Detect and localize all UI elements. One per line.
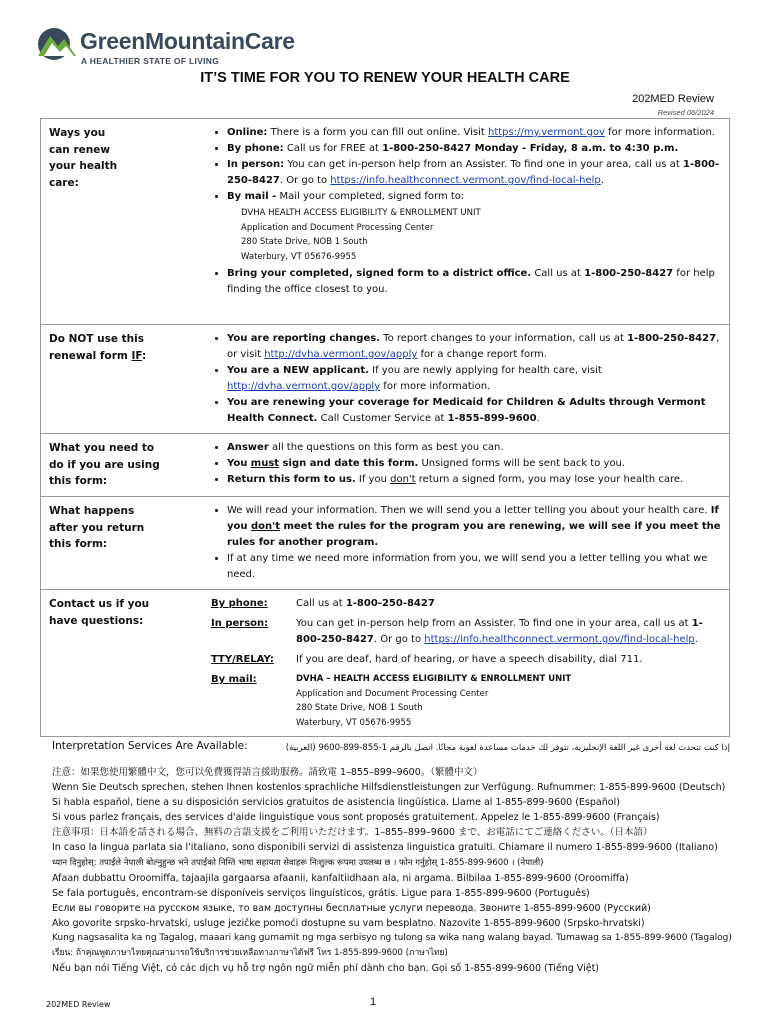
list-item: • By phone: Call us for FREE at 1-800-250-8427 Monday - Friday, 8 a.m. to 4:30 p.m. [227,141,723,157]
page-title: IT’S TIME FOR YOU TO RENEW YOUR HEALTH CARE [200,70,570,86]
contact-value: Call us at 1-800-250-8427 [296,598,435,609]
row-label: What happens after you return this form: [49,505,145,550]
dvha-apply-link[interactable]: http://dvha.vermont.gov/apply [264,349,418,360]
list-item: • You are reporting changes. To report changes to your information, call us at 1-800-250-8427, or visit http://dvha.vermont.gov/apply for a change report form. [227,331,723,363]
row-label: Contact us if you have questions: [49,598,150,627]
row-label: What you need to do if you are using this form: [49,442,160,487]
language-line: Nếu bạn nói Tiếng Việt, có các dịch vụ hỗ trợ ngôn ngữ miễn phí dành cho bạn. Gọi số 1-855-899-9600 (Tiếng Việt) [52,963,600,975]
mountain-logo-icon [34,26,78,62]
row-what-happens [41,497,730,590]
find-local-help-link[interactable]: https://info.healthconnect.vermont.gov/find-local-help [330,175,601,186]
list-item: • You must sign and date this form. Unsigned forms will be sent back to you. [227,456,723,472]
contact-value: You can get in-person help from an Assister. To find one in your area, call us at 1-800-250-8427. Or go to https://info.healthconnect.vermont.gov/find-local-help. [296,618,703,645]
list-item: • In person: You can get in-person help from an Assister. To find one in your area, call us at 1-800-250-8427. Or go to https://info.healthconnect.vermont.gov/find-local-help. [227,157,723,189]
language-line: Si vous parlez français, des services d'aide linguistique vous sont proposés gratuitement. Appelez le 1-855-899-9600 (Français) [52,812,660,824]
contact-address: DVHA – HEALTH ACCESS ELIGIBILITY & ENROLLMENT UNIT Application and Document Processing Center 280 State Drive, NOB 1 South Waterbury, VT 05676-9955 [296,674,572,728]
language-line: Se fala português, encontram-se disponíveis serviços linguísticos, grátis. Ligue para 1-855-899-9600 (Português) [52,887,590,899]
list-item: • Return this form to us. If you don't return a signed form, you may lose your health care. [227,472,723,488]
footer-form-id: 202MED Review [46,1000,111,1009]
language-line: Si habla español, tiene a su disposición servicios gratuitos de asistencia lingüística. Llame al 1-855-899-9600 (Español) [52,797,620,809]
find-local-help-link-2[interactable]: https://info.healthconnect.vermont.gov/find-local-help [424,634,695,645]
logo-name: GreenMountainCare [80,28,295,54]
language-line: เรียน: ถ้าคุณพูดภาษาไทยคุณสามารถใช้บริการช่วยเหลือทางภาษาได้ฟรี โทร 1-855-899-9600 (ภาษาไทย) [52,948,448,959]
row-label: Do NOT use this renewal form IF: [49,333,147,362]
row-what-you-need [41,434,730,497]
contact-value: If you are deaf, hard of hearing, or have a speech disability, dial 711. [296,654,643,665]
mailing-address: DVHA HEALTH ACCESS ELIGIBILITY & ENROLLMENT UNIT Application and Document Processing Center 280 State Drive, NOB 1 South Waterbury, VT 05676-9955 [241,208,481,262]
row-label: Ways you can renew your health care: [49,127,118,189]
contact-key: By mail: [211,674,257,685]
language-line: Ako govorite srpsko-hrvatski, usluge jezičke pomoći dostupne su vam besplatno. Nazovite 1-855-899-9600 (Srpsko-hrvatski) [52,917,645,929]
language-line: Wenn Sie Deutsch sprechen, stehen Ihnen kostenlos sprachliche Hilfsdienstleistungen zur Verfügung. Rufnummer: 1-855-899-9600 (Deutsch) [52,782,726,794]
list-item: • Bring your completed, signed form to a district office. Call us at 1-800-250-8427 for help finding the office closest to you. [227,266,723,298]
list-item: • We will read your information. Then we will send you a letter telling you about your health care. If you don't meet the rules for the program you are renewing, we will see if you meet the rules for another program. [227,503,723,551]
list-item: • You are a NEW applicant. If you are newly applying for health care, visit http://dvha.vermont.gov/apply for more information. [227,363,723,395]
contact-key: In person: [211,618,269,629]
list-item: • Online: There is a form you can fill out online. Visit https://my.vermont.gov for more information. [227,125,723,141]
list-item: • You are renewing your coverage for Medicaid for Children & Adults through Vermont Health Connect. Call Customer Service at 1-855-899-9600. [227,395,723,427]
row-contact [41,590,730,737]
language-list [52,765,742,976]
contact-key: TTY/RELAY: [211,654,274,665]
list-item: • Answer all the questions on this form as best you can. [227,440,723,456]
contact-grid [211,596,723,730]
language-line: 注意事項：日本語を話される場合、無料の言語支援をご利用いただけます。1–855–899–9600 まで、お電話にてご連絡ください。（日本語） [52,827,653,839]
list-item: • By mail - Mail your completed, signed form to: DVHA HEALTH ACCESS ELIGIBILITY & ENROLLMENT UNIT Application and Document Processing Center 280 State Drive, NOB 1 South Waterbury, VT 05676-9955 [227,189,723,264]
dvha-apply-link-2[interactable]: http://dvha.vermont.gov/apply [227,381,381,392]
contact-key: By phone: [211,598,268,609]
language-line: Kung nagsasalita ka ng Tagalog, maaari kang gumamit ng mga serbisyo ng tulong sa wika nang walang bayad. Tumawag sa 1-855-899-9600 (Tagalog) [52,933,732,944]
interpretation-title: Interpretation Services Are Available: [52,740,248,752]
logo-tagline: A HEALTHIER STATE OF LIVING [81,56,220,66]
info-table [40,118,730,737]
page-number: 1 [370,996,377,1008]
language-line: ध्यान दिनुहोस्: तपाईंले नेपाली बोल्नुहुन्छ भने तपाईंको निम्ति भाषा सहायता सेवाहरू निःशुल्क रूपमा उपलब्ध छ । फोन गर्नुहोस् 1-855-899-9600 । (नेपाली) [52,857,544,868]
form-id: 202MED Review [632,93,714,105]
row-ways-to-renew [41,119,730,325]
language-line: Afaan dubbattu Oroomiffa, tajaajila gargaarsa afaanii, kanfaltiidhaan ala, ni argama. Bilbilaa 1-855-899-9600 (Oroomiffa) [52,872,629,884]
language-line: In caso la lingua parlata sia l'italiano, sono disponibili servizi di assistenza linguistica gratuiti. Chiamare il numero 1-855-899-9600 (Italiano) [52,842,718,854]
language-line: Если вы говорите на русском языке, то вам доступны бесплатные услуги перевода. Звоните 1-855-899-9600 (Русский) [52,902,651,914]
arabic-line: إذا كنت تتحدث لغة أخرى غير اللغة الإنجليزية، تتوفر لك خدمات مساعدة لغوية مجانًا. اتصل بالرقم 1-855-899-9600 (العربية) [285,743,730,753]
revised-date: Revised 06/2024 [657,108,714,117]
my-vermont-link[interactable]: https://my.vermont.gov [488,127,605,138]
language-line: 注意：如果您使用繁體中文，您可以免費獲得語言援助服務。請致電 1–855–899–9600。（繁體中文） [52,767,483,778]
row-do-not-use [41,325,730,434]
list-item: • If at any time we need more information from you, we will send you a letter telling you what we need. [227,551,723,583]
